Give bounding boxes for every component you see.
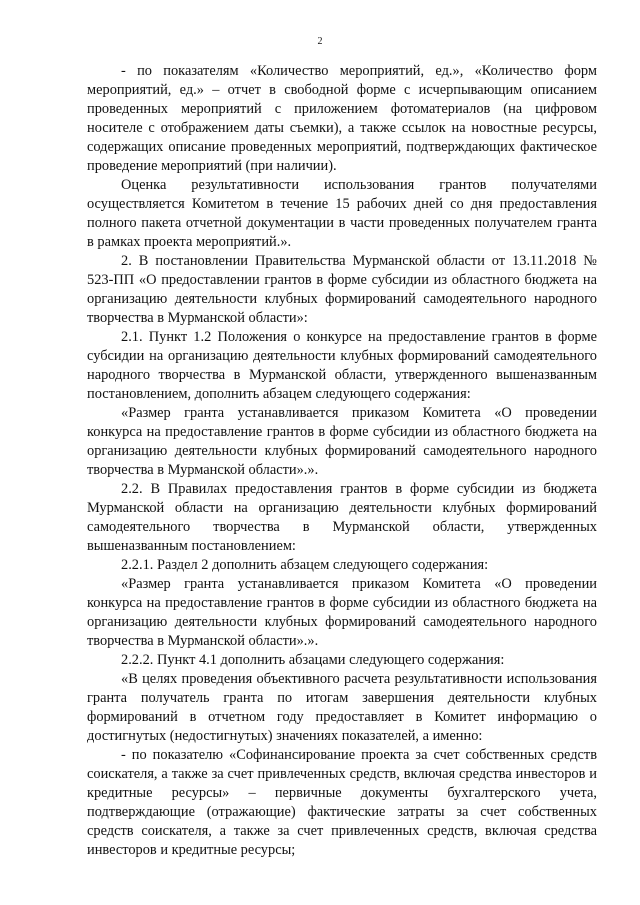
paragraph: 2.2. В Правилах предоставления грантов в форме субсидии из бюджета Мурманской области на организацию деятельности клубных формирований самодеятельного творчества в Мурманской области, утвержденных вышеназванным постановлением:	[87, 481, 597, 554]
paragraph: 2.2.2. Пункт 4.1 дополнить абзацами следующего содержания:	[121, 652, 505, 668]
paragraph: Оценка результативности использования грантов получателями осуществляется Комитетом в течение 15 рабочих дней со дня предоставления полного пакета отчетной документации в части проведенных получателем гранта в рамках проекта мероприятий.».	[87, 177, 597, 250]
document-body	[87, 62, 597, 860]
page-number: 2	[317, 36, 323, 47]
paragraph: 2.1. Пункт 1.2 Положения о конкурсе на предоставление грантов в форме субсидии на организацию деятельности клубных формирований самодеятельного народного творчества в Мурманской области, утвержденного вышеназванным постановлением, дополнить абзацем следующего содержания:	[87, 329, 597, 402]
paragraph: «Размер гранта устанавливается приказом Комитета «О проведении конкурса на предоставление грантов в форме субсидии из областного бюджета на организацию деятельности клубных формирований самодеятельного народного творчества в Мурманской области».».	[87, 405, 597, 478]
paragraph: 2.2.1. Раздел 2 дополнить абзацем следующего содержания:	[121, 557, 489, 573]
paragraph: 2. В постановлении Правительства Мурманской области от 13.11.2018 № 523-ПП «О предоставлении грантов в форме субсидии из областного бюджета на организацию деятельности клубных формирований самодеятельного народного творчества в Мурманской области»:	[87, 253, 597, 326]
paragraph: «Размер гранта устанавливается приказом Комитета «О проведении конкурса на предоставление грантов в форме субсидии из областного бюджета на организацию деятельности клубных формирований самодеятельного народного творчества в Мурманской области».».	[87, 576, 597, 649]
paragraph: - по показателям «Количество мероприятий, ед.», «Количество форм мероприятий, ед.» – отчет в свободной форме с исчерпывающим описанием проведенных мероприятий с приложением фотоматериалов (на цифровом носителе с отображением даты съемки), а также ссылок на новостные ресурсы, содержащих описание проведенных мероприятий, подтверждающих фактическое проведение мероприятий (при наличии).	[87, 63, 597, 174]
paragraph: «В целях проведения объективного расчета результативности использования гранта получатель гранта по итогам завершения деятельности клубных формирований в отчетном году предоставляет в Комитет информацию о достигнутых (недостигнутых) значениях показателей, а именно:	[87, 671, 597, 744]
paragraph: - по показателю «Софинансирование проекта за счет собственных средств соискателя, а также за счет привлеченных средств, включая средства инвесторов и кредитные ресурсы» – первичные документы бухгалтерского учета, подтверждающие (отражающие) фактические затраты за счет собственных средств соискателя, а также за счет привлеченных средств, включая средства инвесторов и кредитные ресурсы;	[87, 747, 597, 858]
